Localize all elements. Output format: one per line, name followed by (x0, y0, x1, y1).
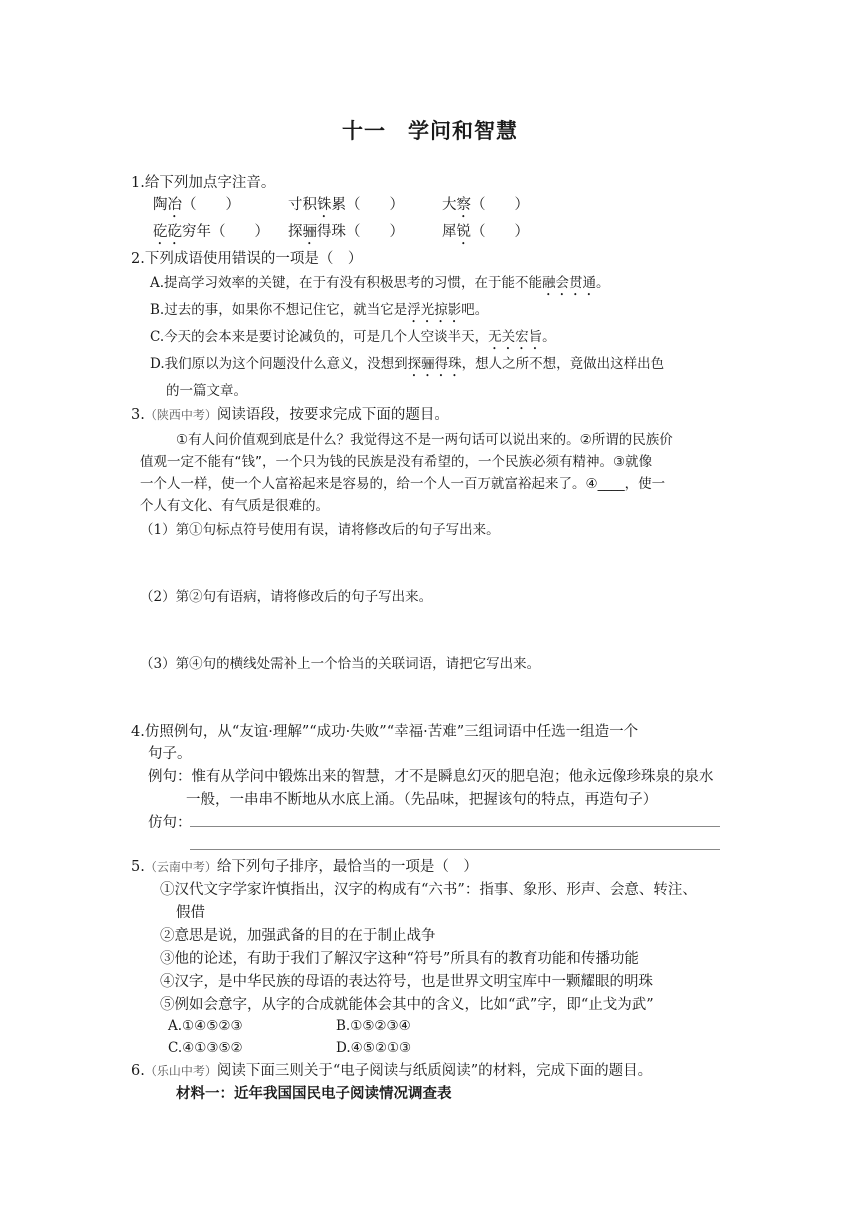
question-6-stem: 6.（乐山中考）阅读下面三则关于“电子阅读与纸质阅读”的材料，完成下面的题目。 (131, 1063, 653, 1079)
q3-sub-3: （3）第④句的横线处需补上一个恰当的关联词语，请把它写出来。 (140, 656, 541, 672)
q2-option-d-cont: 的一篇文章。 (166, 383, 247, 399)
page-title: 十一 学问和智慧 (342, 118, 518, 143)
question-4-line-1: 4.仿照例句，从“友谊·理解”“成功·失败”“幸福·苦难”三组词语中任选一组造一个 (131, 724, 639, 740)
q1-item-4: 矻矻穷年（ ） (153, 224, 269, 240)
q5-item-4: ④汉字，是中华民族的母语的表达符号，也是世界文明宝库中一颗耀眼的明珠 (160, 974, 653, 990)
q5-item-1-cont: 假借 (176, 905, 205, 921)
question-2-stem: 2.下列成语使用错误的一项是（ ） (131, 251, 363, 267)
q1-item-2: 寸积铢累（ ） (288, 197, 404, 213)
q6-material-1-title: 材料一：近年我国国民电子阅读情况调查表 (176, 1085, 452, 1102)
q5-option-d: D.④⑤②①③ (336, 1040, 412, 1056)
q3-passage-line-1: ①有人问价值观到底是什么？我觉得这不是一两句话可以说出来的。②所谓的民族价 (176, 432, 673, 448)
q4-example-line-1: 例句：惟有从学问中锻炼出来的智慧，才不是瞬息幻灭的肥皂泡；他永远像珍珠泉的泉水 (148, 769, 714, 785)
q2-option-c: C.今天的会本来是要讨论减负的，可是几个人空谈半天，无关宏旨。 (150, 329, 556, 345)
q5-item-2: ②意思是说，加强武备的目的在于制止战争 (160, 928, 436, 944)
q5-option-b: B.①⑤②③④ (336, 1018, 411, 1034)
q1-item-5: 探骊得珠（ ） (288, 224, 404, 240)
q2-option-d: D.我们原以为这个问题没什么意义，没想到探骊得珠，想人之所不想，竟做出这样出色 (150, 356, 665, 372)
q1-item-6: 犀锐（ ） (442, 224, 529, 240)
question-1-stem: 1.给下列加点字注音。 (131, 175, 276, 191)
q5-item-5: ⑤例如会意字，从字的合成就能体会其中的含义，比如“武”字，即“止戈为武” (160, 997, 654, 1013)
q3-sub-2: （2）第②句有语病，请将修改后的句子写出来。 (140, 589, 433, 605)
q3-sub-1: （1）第①句标点符号使用有误，请将修改后的句子写出来。 (140, 522, 500, 538)
question-3-stem: 3.（陕西中考）阅读语段，按要求完成下面的题目。 (131, 407, 449, 423)
answer-line-1[interactable] (190, 826, 720, 827)
question-4-line-2: 句子。 (148, 746, 192, 762)
q5-item-1: ①汉代文字学家许慎指出，汉字的构成有“六书”：指事、象形、形声、会意、转注、 (160, 882, 697, 898)
q3-passage-line-4: 个人有文化、有气质是很难的。 (140, 498, 329, 514)
q1-item-3: 大察（ ） (442, 197, 529, 213)
q5-item-3: ③他的论述，有助于我们了解汉字这种“符号”所具有的教育功能和传播功能 (160, 951, 639, 967)
q4-answer-label: 仿句： (148, 815, 192, 831)
q2-option-a: A.提高学习效率的关键，在于有没有积极思考的习惯，在于能不能融会贯通。 (150, 275, 610, 291)
answer-line-2[interactable] (190, 849, 720, 850)
question-5-stem: 5.（云南中考）给下列句子排序，最恰当的一项是（ ） (131, 859, 478, 875)
q2-option-b: B.过去的事，如果你不想记住它，就当它是浮光掠影吧。 (150, 302, 489, 318)
q5-option-c: C.④①③⑤② (168, 1040, 243, 1056)
q3-passage-line-3: 一个人一样，使一个人富裕起来是容易的，给一个人一百万就富裕起来了。④____，使一 (140, 476, 666, 492)
q1-item-1: 陶冶（ ） (153, 197, 240, 213)
q3-passage-line-2: 值观一定不能有“钱”，一个只为钱的民族是没有希望的，一个民族必须有精神。③就像 (140, 454, 653, 470)
q4-example-line-2: 一般，一串串不断地从水底上涌。（先品味，把握该句的特点，再造句子） (186, 792, 658, 808)
q5-option-a: A.①④⑤②③ (168, 1018, 243, 1034)
